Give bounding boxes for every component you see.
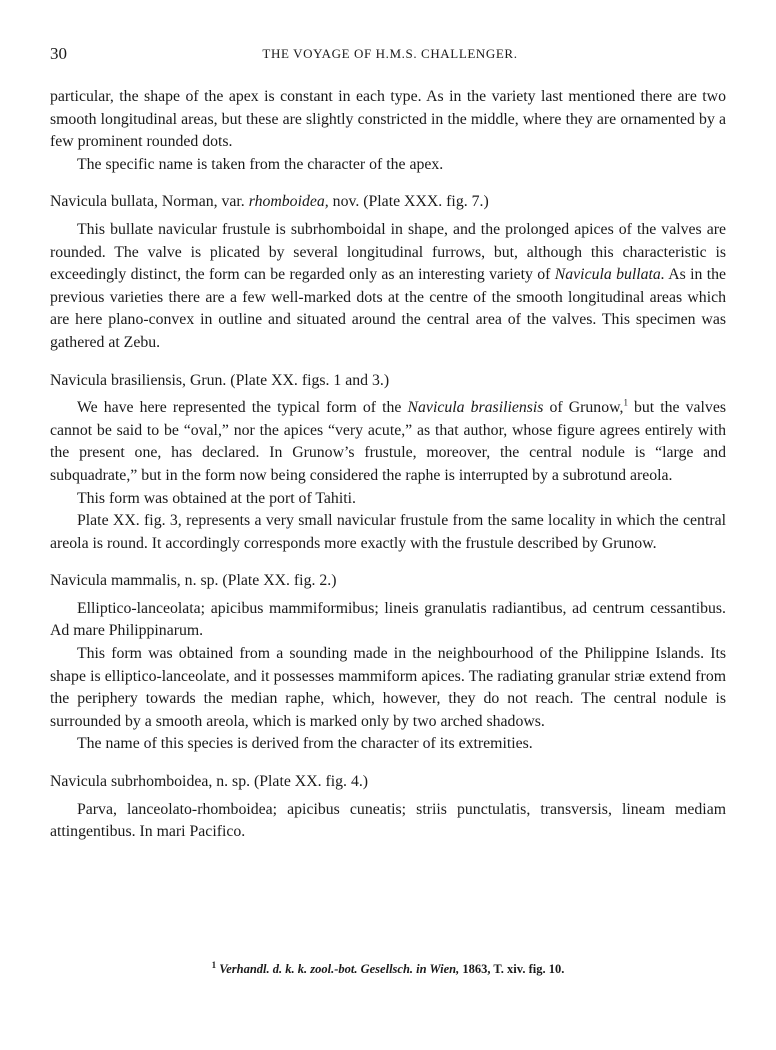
paragraph-text-2: of Grunow, xyxy=(543,399,624,417)
entry-heading-subrhomboidea: Navicula subrhomboidea, n. sp. (Plate XX. fig. 4.) xyxy=(50,773,369,791)
paragraph-text-3: but the valves cannot be said to be “oval,” nor the apices “very acute,” as that author, whose figure agrees entirely with the present one, has declared. In Grunow’s frustule, moreover, the central nodule is “large and subquadrate,” but in the form now being considered the raphe is interrupted by a subrotund areola. xyxy=(50,399,726,484)
entry-heading-brasiliensis: Navicula brasiliensis, Grun. (Plate XX. figs. 1 and 3.) xyxy=(50,371,390,389)
paragraph-italic: Navicula brasiliensis xyxy=(407,399,544,417)
brasiliensis-paragraph-3: Plate XX. fig. 3, represents a very small navicular frustule from the same locality in which the central areola is round. It accordingly corresponds more exactly with the frustule described by Grunow. xyxy=(50,512,726,552)
brasiliensis-paragraph xyxy=(50,397,726,487)
subrhomboidea-diagnosis: Parva, lanceolato-rhomboidea; apicibus cuneatis; striis punctulatis, transversis, lineam mediam attingentibus. In mari Pacifico. xyxy=(50,800,726,841)
footnote-number: 1 xyxy=(211,959,217,970)
mammalis-paragraph-2: The name of this species is derived from the character of its extremities. xyxy=(77,735,533,753)
page-header xyxy=(50,44,730,66)
paragraph-text: This bullate navicular frustule is subrhomboidal in shape, and the prolonged apices of the valves are rounded. The valve is plicated by several longitudinal furrows, but, although this characteristic is exceedingly distinct, the form can be regarded only as an interesting variety of xyxy=(50,220,726,284)
footnote-italic: Verhandl. d. k. k. zool.-bot. Gesellsch. in Wien, xyxy=(219,962,460,976)
running-head: THE VOYAGE OF H.M.S. CHALLENGER. xyxy=(262,46,518,61)
heading-italic: rhomboidea, xyxy=(248,193,329,211)
heading-text-2: nov. (Plate XXX. fig. 7.) xyxy=(328,193,489,211)
footnote-marker[interactable]: 1 xyxy=(623,397,628,408)
footnote xyxy=(0,959,776,977)
continuation-paragraph: particular, the shape of the apex is constant in each type. As in the variety last mentioned there are two smooth longitudinal areas, but these are slightly constricted in the middle, where they are ornamented by a few prominent rounded dots. xyxy=(50,88,726,151)
continuation-paragraph-2: The specific name is taken from the character of the apex. xyxy=(77,155,444,173)
footnote-text: 1863, T. xiv. fig. 10. xyxy=(459,962,565,976)
paragraph-text-2: As in the previous varieties there are a few well-marked dots at the centre of the smooth longitudinal areas which are here plano-convex in outline and situated around the central area of the valves. This specimen was gathered at Zebu. xyxy=(50,266,726,351)
entry-heading-mammalis: Navicula mammalis, n. sp. (Plate XX. fig. 2.) xyxy=(50,572,337,590)
paragraph-text: We have here represented the typical form of the xyxy=(77,399,408,417)
paragraph-italic: Navicula bullata. xyxy=(554,266,665,284)
heading-text: Navicula bullata, Norman, var. xyxy=(50,193,249,211)
mammalis-paragraph: This form was obtained from a sounding made in the neighbourhood of the Philippine Islands. Its shape is elliptico-lanceolate, and it possesses mammiform apices. The radiating granular striæ extend from the periphery towards the median raphe, which, however, they do not reach. The central nodule is surrounded by a smooth areola, which is marked only by two arched shadows. xyxy=(50,645,726,730)
page-number: 30 xyxy=(50,44,67,63)
brasiliensis-paragraph-2: This form was obtained at the port of Tahiti. xyxy=(77,489,356,507)
mammalis-diagnosis: Elliptico-lanceolata; apicibus mammiformibus; lineis granulatis radiantibus, ad centrum cessantibus. Ad mare Philippinarum. xyxy=(50,599,726,640)
bullata-paragraph xyxy=(50,219,726,355)
entry-heading-bullata xyxy=(50,191,726,214)
page-body xyxy=(50,86,726,844)
